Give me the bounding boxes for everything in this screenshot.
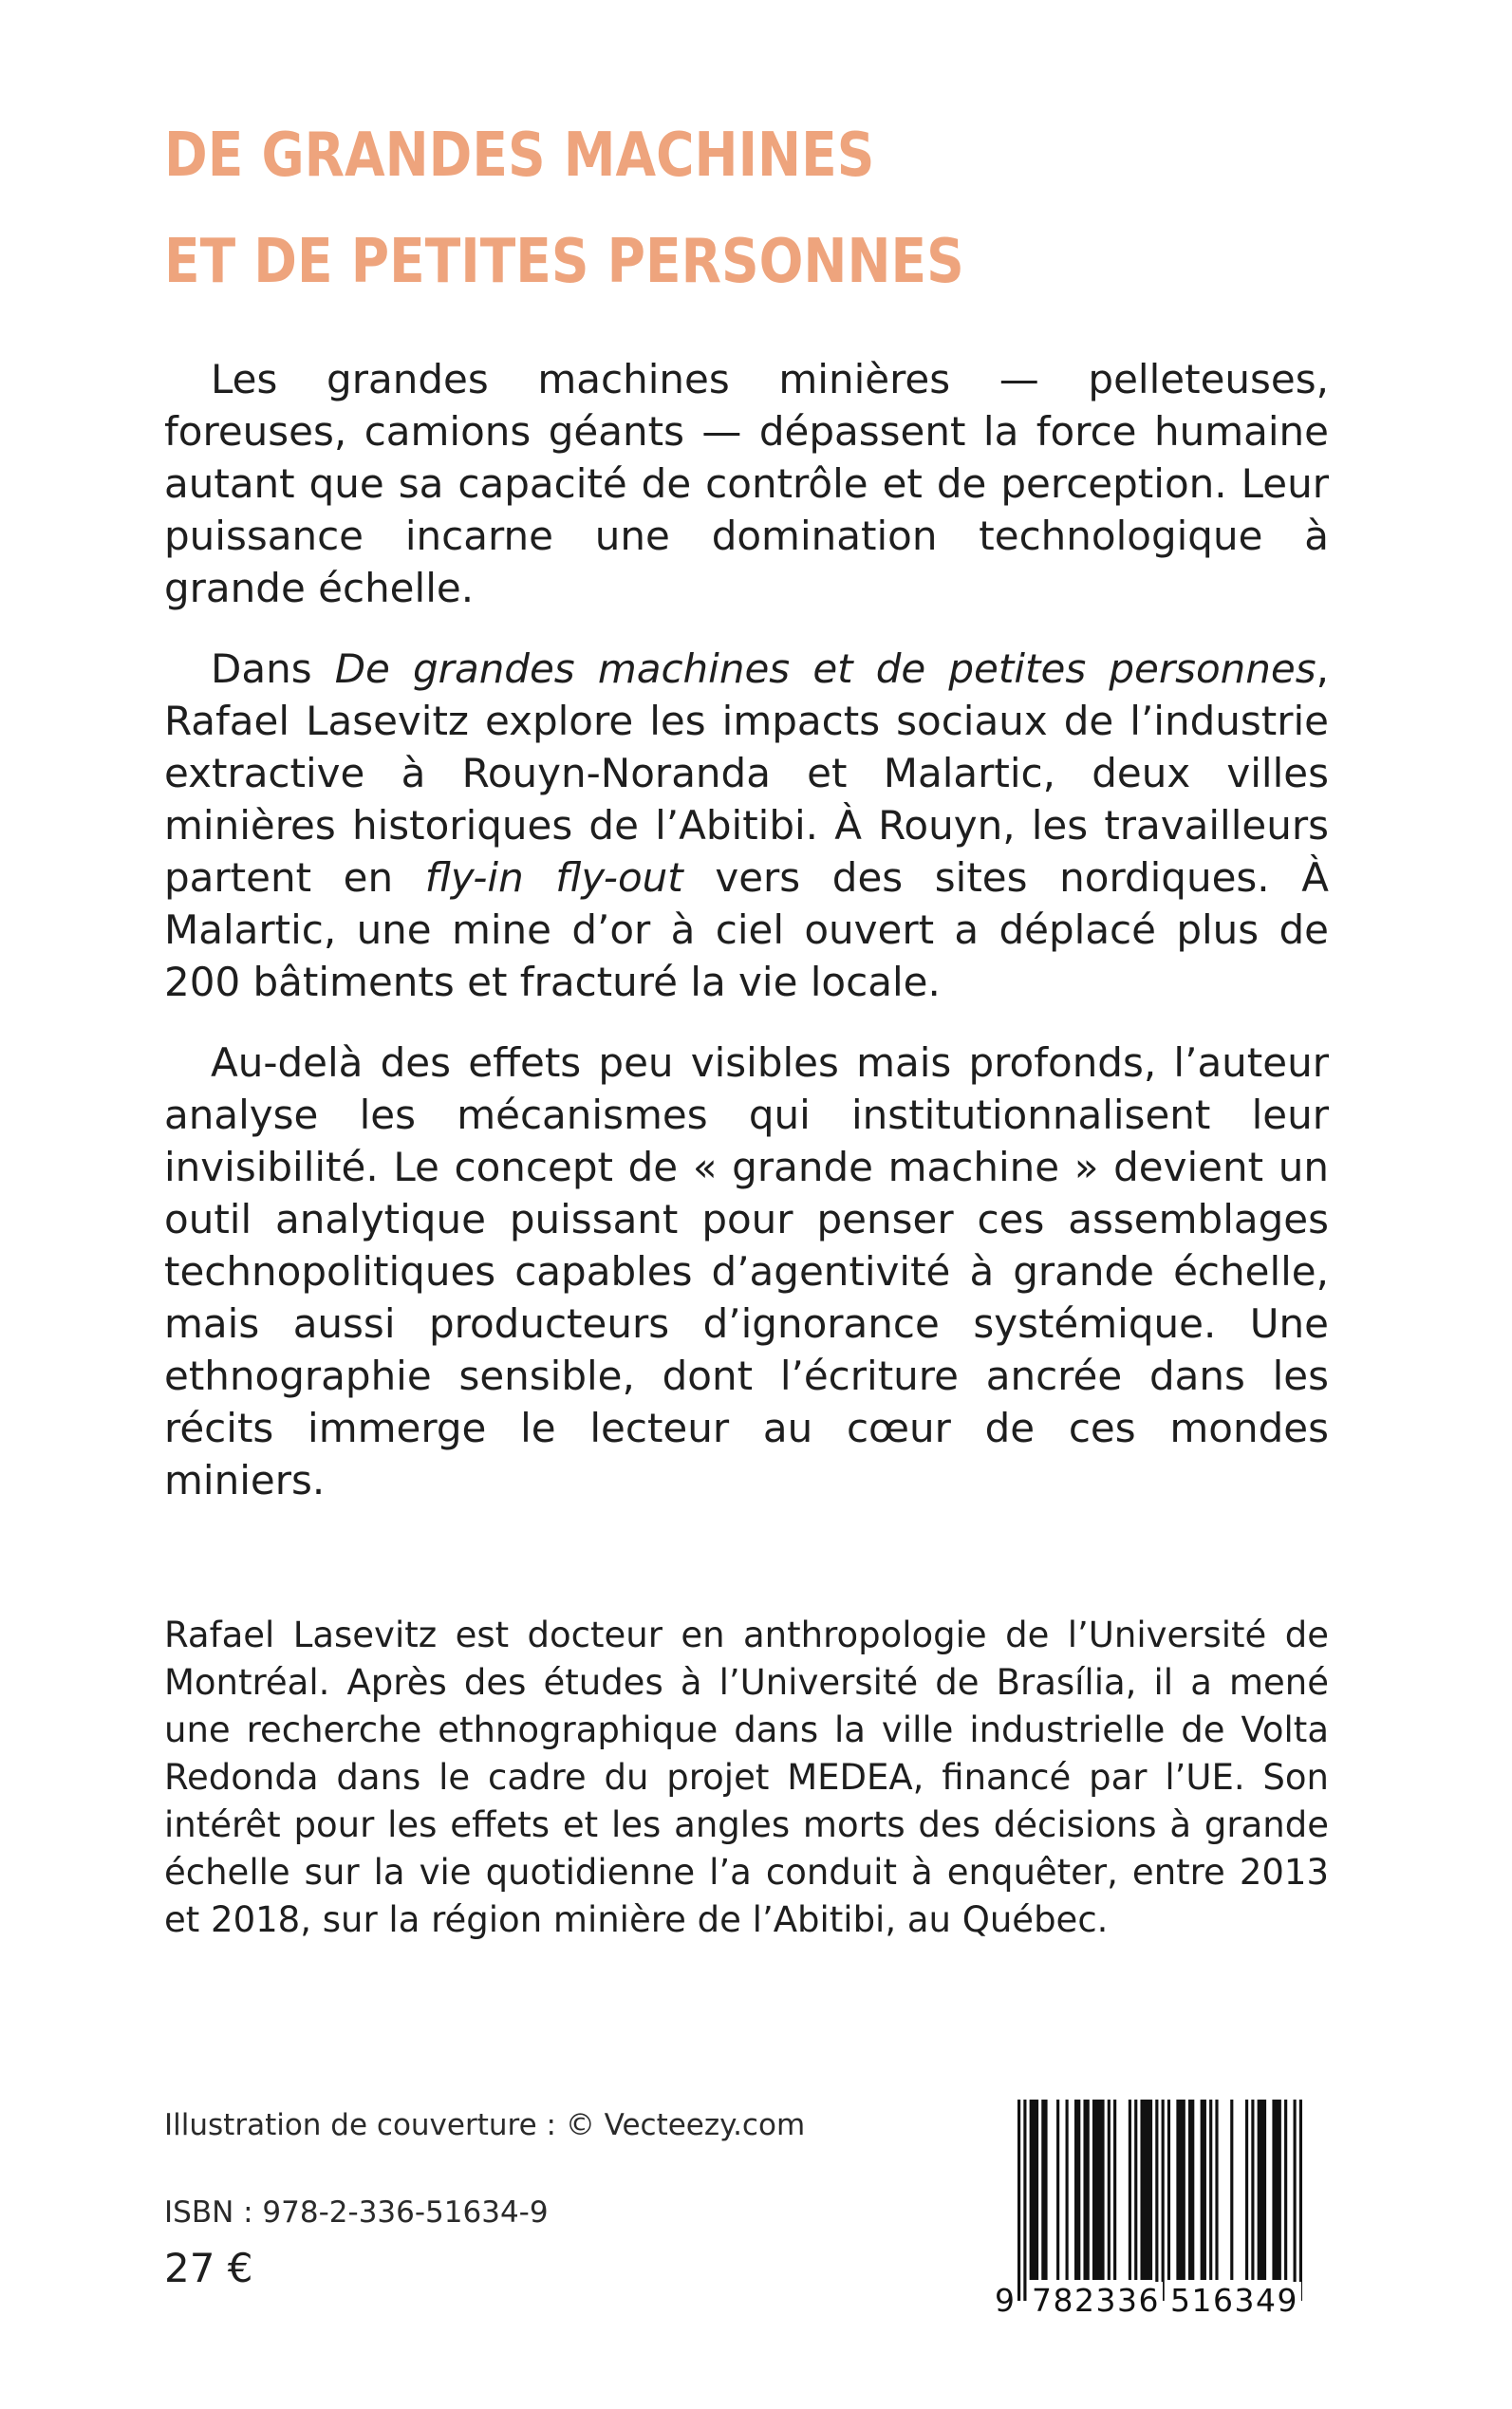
isbn-number: ISBN : 978-2-336-51634-9	[164, 2195, 549, 2230]
barcode-bar	[1251, 2100, 1254, 2280]
blurb-p2-text-start: Dans	[211, 645, 335, 692]
blurb-p2-text-end: vers des sites nordiques. À Malartic, une mine d’or à ciel ouvert a déplacé plus de 200 bâtiments et fracturé la vie locale.	[164, 854, 1329, 1005]
blurb-p2-text-middle: , Rafael Lasevitz explore les impacts sociaux de l’industrie extractive à Rouyn-Noranda et Malartic, deux villes minières historiques de l’Abitibi. À Rouyn, les travailleurs partent en	[164, 645, 1329, 901]
barcode-guard-bar	[1155, 2100, 1158, 2301]
barcode-bar	[1209, 2100, 1212, 2280]
book-title-line-2: ET DE PETITES PERSONNES	[164, 227, 964, 297]
barcode-bar	[1092, 2100, 1105, 2280]
ean-barcode	[987, 2100, 1329, 2325]
book-blurb	[164, 353, 1329, 1535]
barcode-bar	[1066, 2100, 1069, 2280]
barcode-guard-bar	[1162, 2100, 1165, 2301]
barcode-bar	[1230, 2100, 1233, 2280]
barcode-guard-bar	[1299, 2100, 1302, 2301]
book-title	[164, 103, 1176, 315]
barcode-guard-bar	[1017, 2100, 1020, 2301]
blurb-fifo-term: fly-in fly-out	[424, 854, 683, 901]
barcode-bar	[1074, 2100, 1080, 2280]
barcode-bar	[1245, 2100, 1248, 2280]
barcode-bar	[1167, 2100, 1170, 2280]
blurb-paragraph-2	[164, 643, 1329, 1008]
barcode-bar	[1272, 2100, 1280, 2280]
barcode-guard-bar	[1294, 2100, 1297, 2301]
barcode-bar	[1083, 2100, 1089, 2280]
barcode-bar	[1030, 2100, 1038, 2280]
barcode-bar	[1113, 2100, 1116, 2280]
barcode-bar	[1201, 2100, 1206, 2280]
barcode-bar	[1041, 2100, 1047, 2280]
barcode-bar	[1215, 2100, 1218, 2280]
blurb-paragraph-1: Les grandes machines minières — pelleteuses, foreuses, camions géants — dépassent la force humaine autant que sa capacité de contrôle et de perception. Leur puissance incarne une domination technologique à grande échelle.	[164, 356, 1329, 611]
barcode-right-group: 516349	[1167, 2282, 1301, 2320]
barcode-left-group: 782336	[1029, 2282, 1163, 2320]
book-title-line-1: DE GRANDES MACHINES	[164, 121, 875, 191]
cover-illustration-credit: Illustration de couverture : © Vecteezy.com	[164, 2108, 806, 2142]
book-price: 27 €	[164, 2245, 253, 2291]
barcode-bar	[1284, 2100, 1287, 2280]
barcode-bar	[1140, 2100, 1152, 2280]
barcode-bar	[1188, 2100, 1194, 2280]
barcode-bar	[1056, 2100, 1059, 2280]
barcode-bar	[1108, 2100, 1111, 2280]
barcode-bars	[1017, 2100, 1302, 2301]
barcode-bar	[1176, 2100, 1185, 2280]
barcode-guard-bar	[1023, 2100, 1026, 2301]
author-bio: Rafael Lasevitz est docteur en anthropologie de l’Université de Montréal. Après des études à l’Université de Brasília, il a mené une recherche ethnographique dans la ville industrielle de Volta Redonda dans le cadre du projet MEDEA, financé par l’UE. Son intérêt pour les effets et les angles morts des décisions à grande échelle sur la vie quotidienne l’a conduit à enquêter, entre 2013 et 2018, sur la région minière de l’Abitibi, au Québec.	[164, 1615, 1329, 1940]
blurb-paragraph-3: Au-delà des effets peu visibles mais profonds, l’auteur analyse les mécanismes qui institutionnalisent leur invisibilité. Le concept de « grande machine » devient un outil analytique puissant pour penser ces assemblages technopolitiques capables d’agentivité à grande échelle, mais aussi producteurs d’ignorance systémique. Une ethnographie sensible, dont l’écriture ancrée dans les récits immerge le lecteur au cœur de ces mondes miniers.	[164, 1039, 1329, 1503]
barcode-first-digit: 9	[995, 2282, 1017, 2319]
barcode-bar	[1258, 2100, 1266, 2280]
barcode-bar	[1134, 2100, 1137, 2280]
blurb-book-title: De grandes machines et de petites personnes	[334, 645, 1316, 692]
barcode-bar	[1129, 2100, 1131, 2280]
